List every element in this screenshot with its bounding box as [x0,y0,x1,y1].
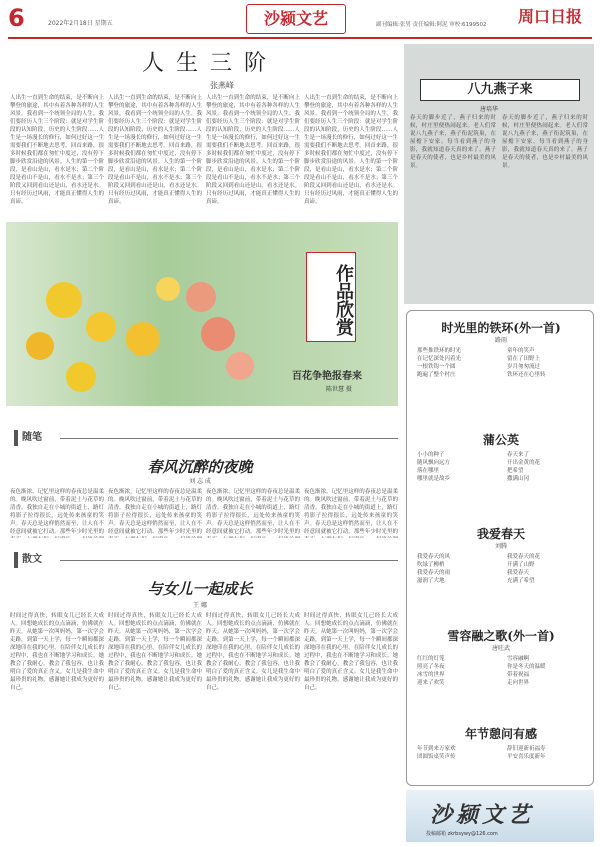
poem-title: 蒲公英 [482,433,519,447]
article1-title: 人生三阶 [141,51,278,76]
article3-col-2: 时间过得真快，转眼女儿已经长大成人。回想她成长的点点滴滴，仿佛就在昨天。从她第一次叫妈妈，第一次学会走路，到第一天上学，每一个瞬间都深深地印在我的心里。在陪伴女儿成长的过程中，我也在不断地学习和成长。她教会了我耐心，教会了我包容，也让我明白了爱的真正含义。女儿是我生命中最珍贵的礼物，感谢她让我成为更好的自己。 [108,613,202,691]
photo-author: 陈世慧 摄 [326,386,352,393]
article1-col-4: 人出生一直到生命的结束，是不断向上攀登的旅途，其中有着各种各样的人生风景。我看到一个统领全局的人生，我们要经历人生三个阶段：就是对学生阶段的认知阶段，历史的人生阶段……人生是一场漫长的修行，如何过好这一生需要我们不断地去思考。回首来路，很多时候我们都在匆忙中度过，没有停下脚步欣赏沿途的风景。人生的第一个阶段，是看山是山，看水是水；第二个阶段是看山不是山，看水不是水；第三个阶段又回到看山还是山，看水还是水。只有经历过风雨，才能真正懂得人生的真谛。 [304,95,398,205]
column-logo-banner [406,790,594,842]
header-rule [8,37,592,39]
article2-col-1: 夜色渐浓，记忆里这样的春夜总是温柔的。晚风吹过窗前，带着泥土与花草的清香。我独自走在小城的街道上，路灯将影子拉得很长，远处传来孩童的笑声。春天总是这样悄然而至，让人在不经意间就被它打动。那些年少时光里的 [10,489,104,535]
poem-lines: 我爱春天的风 吹绿了柳梢 我爱春天的雨 滋润了大地 我爱春天的花 开满了山野 我爱春天 充满了希望 [417,554,541,584]
sidebar-col-2: 春天的脚步近了，燕子归来的时候，村庄里便热闹起来。老人们常说八九燕子来，燕子衔泥筑巢，在屋檐下安家。每当看到燕子的身影，我就知道春天真的来了。燕子是春天的使者，也是乡村最美的风景。 [502,115,588,169]
pink-flower [201,317,235,351]
yellow-flower [46,282,82,318]
poem-lines: 年节到来万家欢 团圆饭桌笑声传 辞旧迎新祈福寿 平安喜乐度新年 [417,746,546,760]
poem-author: 唐旺武 [491,645,510,652]
newspaper-logo: 周口日报 [518,7,583,26]
yellow-flower [126,322,160,356]
works-appreciation-label: 作品欣赏 [306,252,356,342]
article3-col-1: 时间过得真快，转眼女儿已经长大成人。回想她成长的点点滴滴，仿佛就在昨天。从她第一次叫妈妈，第一次学会走路，到第一天上学，每一个瞬间都深深地印在我的心里。在陪伴女儿成长的过程中，我也在不断地学习和成长。她教会了我耐心，教会了我包容，也让我明白了爱的真正含义。女儿是我生命中最珍贵的礼物，感谢她让我成为更好的自己。 [10,613,104,691]
page-number: 6 [8,4,25,32]
yellow-flower [156,277,180,301]
sidebar-col-1: 春天的脚步近了，燕子归来的时候，村庄里便热闹起来。老人们常说八九燕子来，燕子衔泥筑巢，在屋檐下安家。每当看到燕子的身影，我就知道春天真的来了。燕子是春天的使者，也是乡村最美的风景。 [410,115,496,169]
article2-col-4: 夜色渐浓，记忆里这样的春夜总是温柔的。晚风吹过窗前，带着泥土与花草的清香。我独自走在小城的街道上，路灯将影子拉得很长，远处传来孩童的笑声。春天总是这样悄然而至，让人在不经意间就被它打动。那些年少时光里的 [304,489,398,535]
section-tag-essay: 随笔 [14,430,42,446]
poem-title: 时光里的铁环(外一首) [441,321,561,335]
flower-photo [6,222,398,406]
article2-col-2: 夜色渐浓，记忆里这样的春夜总是温柔的。晚风吹过窗前，带着泥土与花草的清香。我独自走在小城的街道上，路灯将影子拉得很长，远处传来孩童的笑声。春天总是这样悄然而至，让人在不经意间就被它打动。那些年少时光里的 [108,489,202,535]
yellow-flower [26,332,54,360]
article2-author: 刘 志 成 [189,478,211,485]
submission-email: 投稿邮箱 zkrbsywy@126.com [426,831,498,837]
poetry-box [406,310,594,786]
article1-col-1: 人出生一直到生命的结束，是不断向上攀登的旅途，其中有着各种各样的人生风景。我看到一个统领全局的人生，我们要经历人生三个阶段：就是对学生阶段的认知阶段，历史的人生阶段……人生是一场漫长的修行，如何过好这一生需要我们不断地去思考。回首来路，很多时候我们都在匆忙中度过，没有停下脚步欣赏沿途的风景。人生的第一个阶段，是看山是山，看水是水；第二个阶段是看山不是山，看水不是水；第三个阶段又回到看山还是山，看水还是水。只有经历过风雨，才能真正懂得人生的真谛。 [10,95,104,205]
article1-author: 张燕峰 [210,81,234,90]
poem-title: 年节憩问有感 [464,727,537,741]
poem-title: 雪容融之歌(外一首) [447,629,555,643]
article3-col-4: 时间过得真快，转眼女儿已经长大成人。回想她成长的点点滴滴，仿佛就在昨天。从她第一次叫妈妈，第一次学会走路，到第一天上学，每一个瞬间都深深地印在我的心里。在陪伴女儿成长的过程中，我也在不断地学习和成长。她教会了我耐心，教会了我包容，也让我明白了爱的真正含义。女儿是我生命中最珍贵的礼物，感谢她让我成为更好的自己。 [304,613,398,691]
issue-date: 2022年2月18日 星期五 [48,20,113,27]
section-divider [60,438,398,439]
editor-line: 副刊编辑:张男 责任编辑:阿泥 审校:6199502 [376,22,487,28]
poem-title: 我爱春天 [476,527,525,541]
column-logo: 沙颍文艺 [430,802,535,828]
article2-title: 春风沉醉的夜晚 [147,458,253,476]
pink-flower [186,282,216,312]
article1-col-3: 人出生一直到生命的结束，是不断向上攀登的旅途，其中有着各种各样的人生风景。我看到一个统领全局的人生，我们要经历人生三个阶段：就是对学生阶段的认知阶段，历史的人生阶段……人生是一场漫长的修行，如何过好这一生需要我们不断地去思考。回首来路，很多时候我们都在匆忙中度过，没有停下脚步欣赏沿途的风景。人生的第一个阶段，是看山是山，看水是水；第二个阶段是看山不是山，看水不是水；第三个阶段又回到看山还是山，看水还是水。只有经历过风雨，才能真正懂得人生的真谛。 [206,95,300,205]
poem-lines: 那些推铁环的时光 在记忆深处闪着光 一根铁钩一个圆 跑遍了整个村庄 童年的笑声 留在了田野上 岁月匆匆流过 铁环还在心里转 [417,348,546,378]
poem-lines: 红红的灯笼 照亮了冬夜 冰雪的世界 迎来了欢笑 雪容融啊 你是冬天的温暖 带着祝福 走向世界 [417,656,546,686]
article3-col-3: 时间过得真快，转眼女儿已经长大成人。回想她成长的点点滴滴，仿佛就在昨天。从她第一次叫妈妈，第一次学会走路，到第一天上学，每一个瞬间都深深地印在我的心里。在陪伴女儿成长的过程中，我也在不断地学习和成长。她教会了我耐心，教会了我包容，也让我明白了爱的真正含义。女儿是我生命中最珍贵的礼物，感谢她让我成为更好的自己。 [206,613,300,691]
article1-col-2: 人出生一直到生命的结束，是不断向上攀登的旅途，其中有着各种各样的人生风景。我看到一个统领全局的人生，我们要经历人生三个阶段：就是对学生阶段的认知阶段，历史的人生阶段……人生是一场漫长的修行，如何过好这一生需要我们不断地去思考。回首来路，很多时候我们都在匆忙中度过，没有停下脚步欣赏沿途的风景。人生的第一个阶段，是看山是山，看水是水；第二个阶段是看山不是山，看水不是水；第三个阶段又回到看山还是山，看水还是水。只有经历过风雨，才能真正懂得人生的真谛。 [108,95,202,205]
pink-flower [226,352,254,380]
article3-title: 与女儿一起成长 [147,580,253,598]
article3-author: 王 娜 [193,602,207,609]
sidebar-author: 唐培华 [480,106,499,113]
photo-caption: 百花争艳报春来 [292,371,362,382]
section-tag-prose: 散文 [14,552,42,568]
column-title: 沙颍文艺 [246,4,346,34]
article2-col-3: 夜色渐浓，记忆里这样的春夜总是温柔的。晚风吹过窗前，带着泥土与花草的清香。我独自走在小城的街道上，路灯将影子拉得很长，远处传来孩童的笑声。春天总是这样悄然而至，让人在不经意间就被它打动。那些年少时光里的 [206,489,300,535]
yellow-flower [66,362,96,392]
poem-author: 刘腾 [494,543,507,550]
poem-author: 路雨 [494,337,507,344]
yellow-flower [86,312,116,342]
poem-lines: 小小的种子 随风飘向远方 落在哪里 哪里就是故乡 春天来了 开出金黄的花 把希望 撒满山冈 [417,452,541,482]
section-divider [60,560,398,561]
sidebar-title: 八九燕子来 [420,79,580,101]
